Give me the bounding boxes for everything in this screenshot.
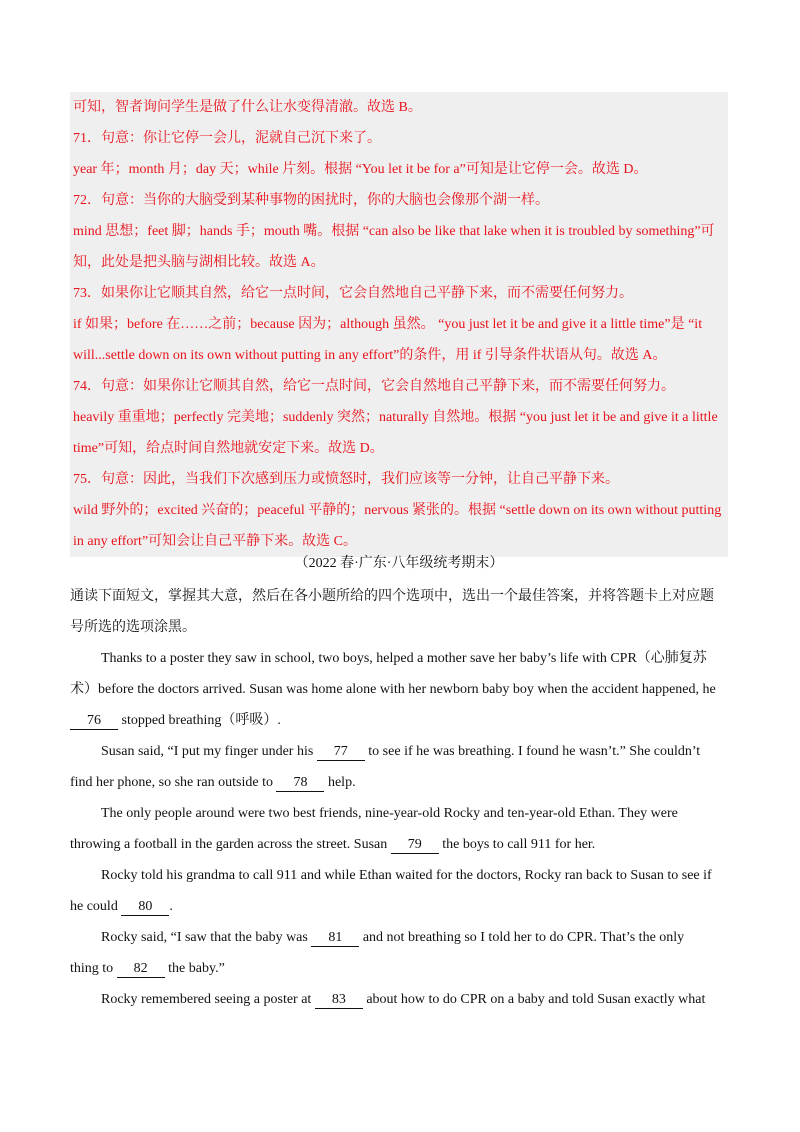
exam-source: （2022 春·广东·八年级统考期末）	[294, 556, 504, 571]
passage-text: help.	[327, 775, 356, 790]
passage-text: to see if he was breathing. I found he wasn’t.” She couldn’t	[368, 744, 701, 759]
passage-text: about how to do CPR on a baby and told Susan exactly what	[366, 992, 706, 1007]
passage-text: throwing a football in the garden across the street. Susan	[70, 837, 388, 852]
passage-line	[70, 829, 728, 860]
blank-76[interactable]: 76	[70, 713, 118, 730]
answer-line: heavily 重重地；perfectly 完美地；suddenly 突然；naturally 自然地。根据 “you just let it be and give it a little	[73, 410, 718, 425]
blank-78[interactable]: 78	[276, 775, 324, 792]
passage-line	[70, 953, 728, 984]
passage-text: thing to	[70, 961, 114, 976]
answer-line: if 如果；before 在……之前；because 因为；although 虽然。 “you just let it be and give it a little time”是 “it	[73, 317, 703, 332]
answer-line: 75．句意：因此，当我们下次感到压力或愤怒时，我们应该等一分钟，让自己平静下来。	[73, 472, 619, 487]
passage-text: Rocky said, “I saw that the baby was	[101, 930, 308, 945]
passage-text: .	[169, 899, 173, 914]
blank-80[interactable]: 80	[121, 899, 169, 916]
passage-text: and not breathing so I told her to do CPR. That’s the only	[362, 930, 685, 945]
blank-79[interactable]: 79	[391, 837, 439, 854]
answer-line: 可知，智者询问学生是做了什么让水变得清澈。故选 B。	[73, 100, 422, 115]
answer-line: 知，此处是把头脑与湖相比较。故选 A。	[73, 255, 325, 270]
passage-line	[70, 736, 728, 767]
passage-line	[70, 891, 728, 922]
blank-83[interactable]: 83	[315, 992, 363, 1009]
passage-line	[70, 922, 728, 953]
answer-line: year 年；month 月；day 天；while 片刻。根据 “You let it be for a”可知是让它停一会。故选 D。	[73, 162, 648, 177]
answer-line: time”可知，给点时间自然地就安定下来。故选 D。	[73, 441, 384, 456]
instruction-line: 通读下面短文，掌握其大意，然后在各小题所给的四个选项中，选出一个最佳答案，并将答题卡上对应题	[70, 589, 714, 604]
passage-text: the boys to call 911 for her.	[442, 837, 596, 852]
passage-text: Susan said, “I put my finger under his	[101, 744, 314, 759]
passage-line	[70, 705, 728, 736]
answer-line: 71．句意：你让它停一会儿，泥就自己沉下来了。	[73, 131, 381, 146]
passage-text: the baby.”	[168, 961, 225, 976]
passage-text: he could	[70, 899, 118, 914]
passage-text: stopped breathing（呼吸）.	[121, 713, 281, 728]
blank-81[interactable]: 81	[311, 930, 359, 947]
passage-line: 术）before the doctors arrived. Susan was home alone with her newborn baby boy when the accident happened, he	[70, 682, 716, 697]
answer-line: 74．句意：如果你让它顺其自然，给它一点时间，它会自然地自己平静下来，而不需要任何努力。	[73, 379, 675, 394]
answer-line: 72．句意：当你的大脑受到某种事物的困扰时，你的大脑也会像那个湖一样。	[73, 193, 549, 208]
cloze-passage	[70, 581, 728, 1015]
answer-line: wild 野外的；excited 兴奋的；peaceful 平静的；nervous 紧张的。根据 “settle down on its own without putting	[73, 503, 722, 518]
passage-line	[70, 767, 728, 798]
passage-text: Rocky remembered seeing a poster at	[101, 992, 312, 1007]
passage-line: The only people around were two best friends, nine-year-old Rocky and ten-year-old Ethan. They were	[101, 806, 678, 821]
passage-line: Thanks to a poster they saw in school, two boys, helped a mother save her baby’s life with CPR（心肺复苏	[101, 651, 707, 666]
answer-line: in any effort”可知会让自己平静下来。故选 C。	[73, 534, 357, 549]
answer-explanations	[70, 92, 728, 557]
passage-line	[70, 984, 728, 1015]
blank-82[interactable]: 82	[117, 961, 165, 978]
answer-line: 73．如果你让它顺其自然，给它一点时间，它会自然地自己平静下来，而不需要任何努力。	[73, 286, 633, 301]
passage-line: Rocky told his grandma to call 911 and while Ethan waited for the doctors, Rocky ran back to Susan to see if	[101, 868, 712, 883]
answer-line: mind 思想；feet 脚；hands 手；mouth 嘴。根据 “can also be like that lake when it is troubled by something”可	[73, 224, 715, 239]
instruction-line: 号所选的选项涂黑。	[70, 620, 196, 635]
answer-line: will...settle down on its own without putting in any effort”的条件，用 if 引导条件状语从句。故选 A。	[73, 348, 667, 363]
blank-77[interactable]: 77	[317, 744, 365, 761]
passage-text: find her phone, so she ran outside to	[70, 775, 273, 790]
